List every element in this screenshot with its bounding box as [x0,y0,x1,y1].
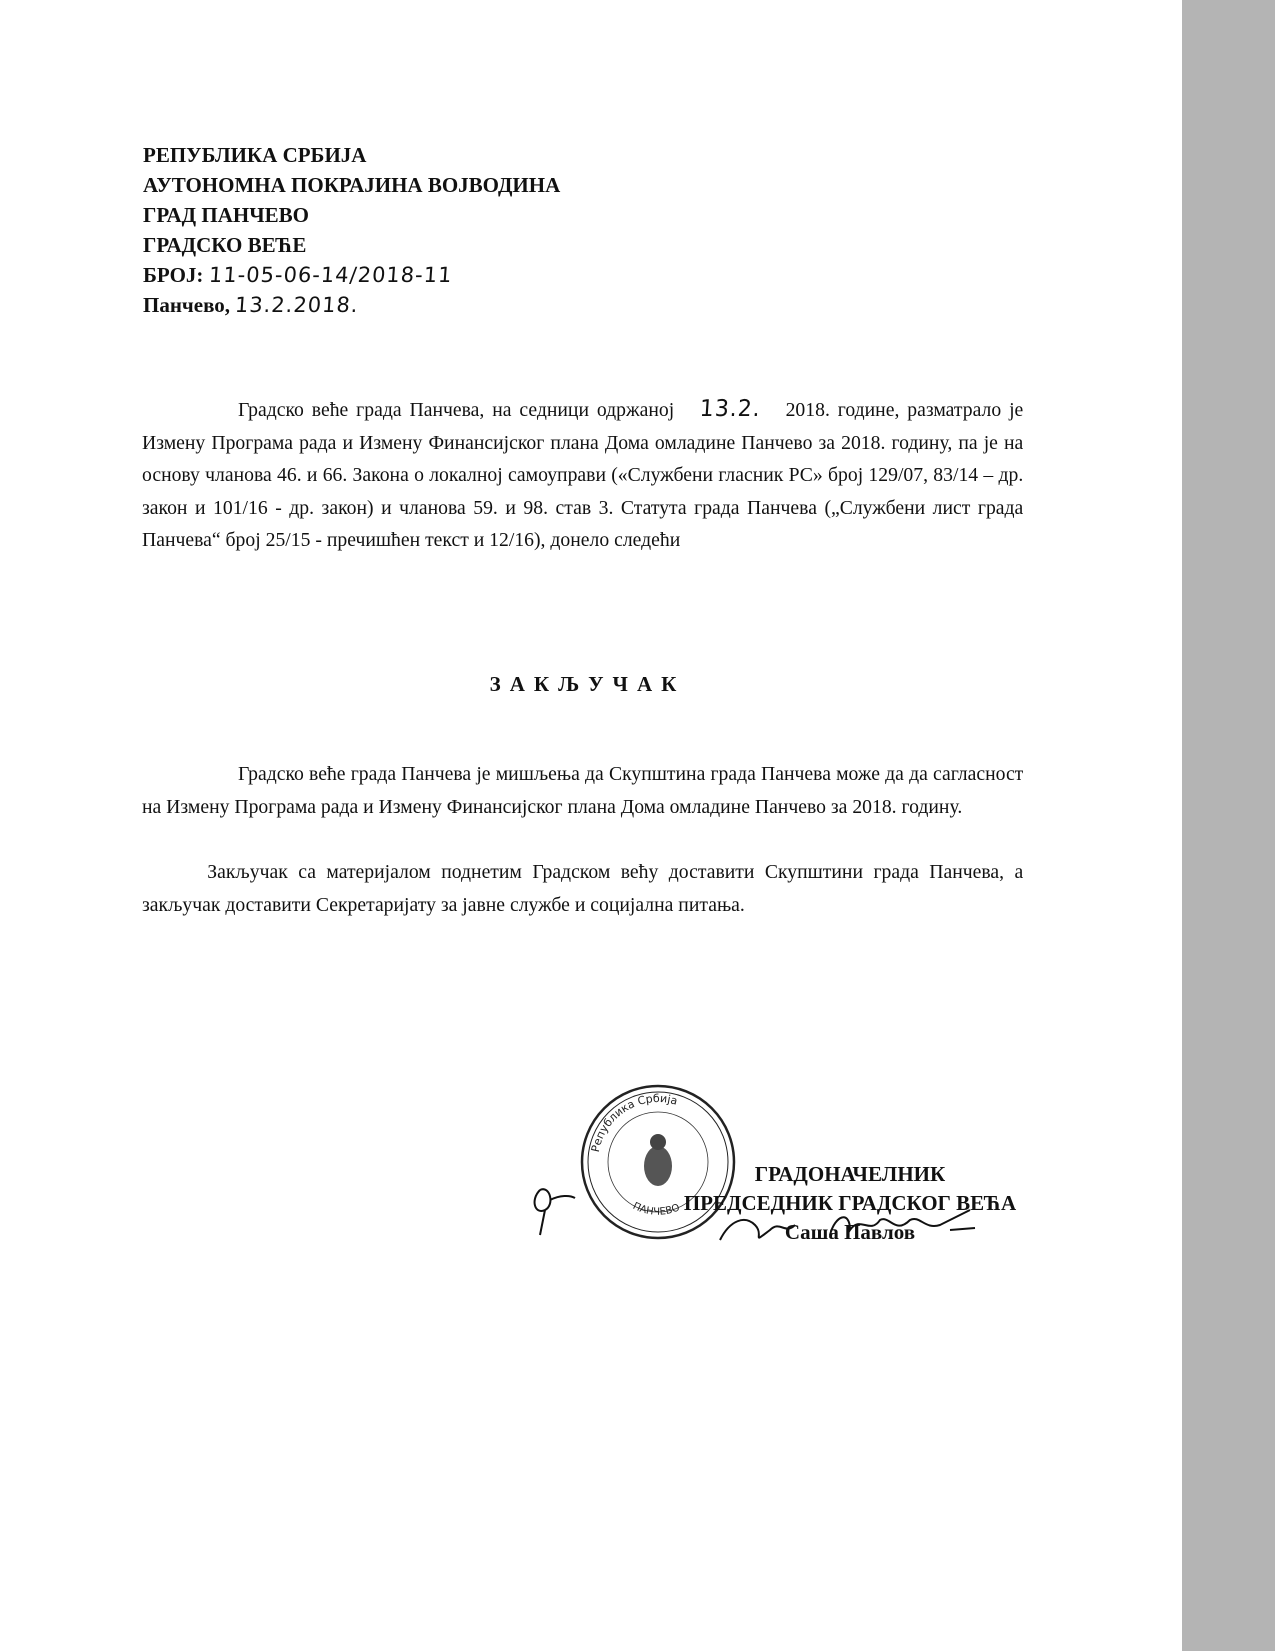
delivery-text: Закључак са материјалом поднетим Градском већу доставити Скупштини града Панчева, а закључак доставити Секретаријату за јавне службе и социјална питања. [142,861,1024,916]
conclusion-paragraph [142,758,1023,823]
number-label: БРОЈ: [143,263,204,287]
header-province: АУТОНОМНА ПОКРАЈИНА ВОЈВОДИНА [143,173,561,197]
signatory-title-president: ПРЕДСЕДНИК ГРАДСКОГ ВЕЋА [683,1191,1017,1215]
date-handwritten: 13.2.2018. [234,293,360,317]
document-header [143,140,560,320]
svg-text:Република Србија: Република Србија [588,1091,679,1154]
header-council: ГРАДСКО ВЕЋЕ [143,233,307,257]
intro-text-1: Градско веће града Панчева, на седници одржаној [238,399,675,421]
scan-edge [1182,0,1275,1651]
handwritten-signature [530,1180,1030,1270]
number-handwritten: 11-05-06-14/2018-11 [207,263,453,287]
header-city: ГРАД ПАНЧЕВО [143,203,309,227]
document-number [143,260,560,290]
session-date-handwritten: 13.2. [698,396,762,422]
delivery-paragraph [142,856,1023,921]
intro-paragraph [142,393,1023,557]
place-label: Панчево, [143,293,231,317]
title-text: ЗАКЉУЧАК [489,672,686,696]
svg-text:ПАНЧЕВО: ПАНЧЕВО [630,1200,682,1218]
header-country: РЕПУБЛИКА СРБИЈА [143,143,367,167]
document-title [0,672,1275,697]
document-date [143,290,560,320]
signatory-name: Саша Павлов [784,1220,916,1244]
intro-text-2: 2018. године, разматрало је Измену Програма рада и Измену Финансијског плана Дома омладине Панчево за 2018. годину, па је на основу чланова 46. и 66. Закона о локалној самоуправи («Службени гласник РС» број 129/07, 83/14 – др. закон и 101/16 - др. закон) и чланова 59. и 98. став 3. Статута града Панчева („Службени лист града Панчева“ број 25/15 - пречишћен текст и 12/16), донело следећи [142,399,1024,551]
conclusion-text: Градско веће града Панчева је мишљења да Скупштина града Панчева може да да сагласност на Измену Програма рада и Измену Финансијског плана Дома омладине Панчево за 2018. годину. [142,763,1024,818]
signatory-title-mayor: ГРАДОНАЧЕЛНИК [754,1162,946,1186]
